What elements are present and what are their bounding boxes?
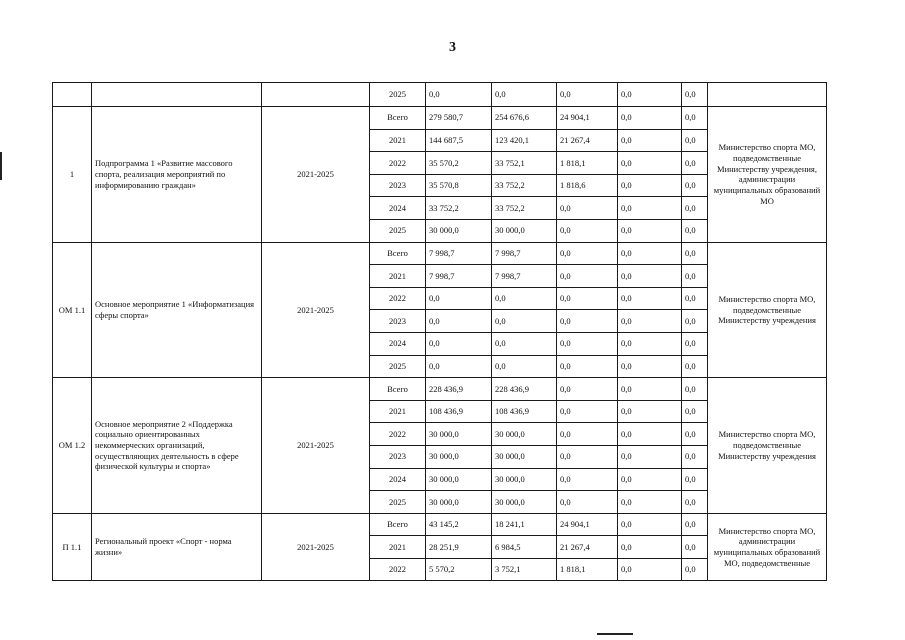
value-cell: 30 000,0: [426, 423, 492, 446]
period-cell: [262, 83, 370, 107]
table-row: [53, 107, 827, 130]
value-cell: 0,0: [618, 152, 682, 175]
value-cell: 0,0: [682, 355, 708, 378]
value-cell: 0,0: [682, 491, 708, 514]
name-cell: [92, 83, 262, 107]
year-cell: 2024: [370, 197, 426, 220]
value-cell: 33 752,2: [492, 174, 557, 197]
value-cell: 279 580,7: [426, 107, 492, 130]
value-cell: 0,0: [618, 129, 682, 152]
year-cell: 2022: [370, 152, 426, 175]
executor-cell: Министерство спорта МО, подведомственные Министерству учреждения: [708, 242, 827, 378]
value-cell: 35 570,2: [426, 152, 492, 175]
value-cell: 0,0: [618, 174, 682, 197]
page-number: 3: [449, 40, 456, 55]
value-cell: 7 998,7: [426, 242, 492, 265]
value-cell: 21 267,4: [557, 129, 618, 152]
value-cell: 0,0: [557, 310, 618, 333]
year-cell: 2024: [370, 332, 426, 355]
value-cell: 0,0: [557, 242, 618, 265]
row-number-cell: 1: [53, 107, 92, 243]
value-cell: 0,0: [618, 513, 682, 536]
value-cell: 0,0: [557, 83, 618, 107]
value-cell: 144 687,5: [426, 129, 492, 152]
footer-mark: [597, 633, 633, 635]
value-cell: 7 998,7: [492, 242, 557, 265]
period-cell: 2021-2025: [262, 513, 370, 581]
value-cell: 28 251,9: [426, 536, 492, 559]
value-cell: 24 904,1: [557, 513, 618, 536]
value-cell: 0,0: [618, 265, 682, 288]
value-cell: 0,0: [618, 83, 682, 107]
period-cell: 2021-2025: [262, 242, 370, 378]
value-cell: 0,0: [618, 355, 682, 378]
value-cell: 228 436,9: [492, 378, 557, 401]
executor-cell: Министерство спорта МО, подведомственные Министерству учреждения, администрации муниципальных образований МО: [708, 107, 827, 243]
value-cell: 0,0: [682, 310, 708, 333]
value-cell: 0,0: [426, 355, 492, 378]
value-cell: 0,0: [682, 332, 708, 355]
value-cell: 0,0: [618, 242, 682, 265]
value-cell: 0,0: [682, 536, 708, 559]
value-cell: 0,0: [557, 219, 618, 242]
value-cell: 0,0: [557, 332, 618, 355]
value-cell: 0,0: [682, 287, 708, 310]
year-cell: 2025: [370, 355, 426, 378]
value-cell: 35 570,8: [426, 174, 492, 197]
program-name-cell: Подпрограмма 1 «Развитие массового спорта, реализация мероприятий по информированию граждан»: [92, 107, 262, 243]
value-cell: 30 000,0: [492, 423, 557, 446]
year-cell: 2024: [370, 468, 426, 491]
value-cell: 0,0: [618, 558, 682, 581]
year-cell: 2022: [370, 423, 426, 446]
program-name-cell: Основное мероприятие 1 «Информатизация сферы спорта»: [92, 242, 262, 378]
value-cell: 43 145,2: [426, 513, 492, 536]
table-row: [53, 378, 827, 401]
program-name-cell: Региональный проект «Спорт - норма жизни»: [92, 513, 262, 581]
value-cell: 0,0: [618, 378, 682, 401]
value-cell: 0,0: [618, 491, 682, 514]
value-cell: 0,0: [682, 107, 708, 130]
value-cell: 0,0: [426, 332, 492, 355]
value-cell: 30 000,0: [492, 219, 557, 242]
value-cell: 0,0: [682, 423, 708, 446]
value-cell: 0,0: [618, 107, 682, 130]
year-cell: 2021: [370, 129, 426, 152]
year-cell: 2023: [370, 445, 426, 468]
value-cell: 0,0: [682, 558, 708, 581]
value-cell: 0,0: [557, 491, 618, 514]
table-row: [53, 242, 827, 265]
value-cell: 30 000,0: [492, 445, 557, 468]
value-cell: 0,0: [682, 378, 708, 401]
value-cell: 0,0: [426, 83, 492, 107]
value-cell: 0,0: [492, 287, 557, 310]
table-row: [53, 513, 827, 536]
value-cell: 0,0: [682, 445, 708, 468]
year-cell: Всего: [370, 107, 426, 130]
year-cell: 2021: [370, 265, 426, 288]
value-cell: 30 000,0: [426, 468, 492, 491]
value-cell: 0,0: [557, 400, 618, 423]
year-cell: 2025: [370, 83, 426, 107]
year-cell: 2022: [370, 287, 426, 310]
value-cell: 0,0: [682, 219, 708, 242]
value-cell: 0,0: [682, 468, 708, 491]
value-cell: 0,0: [682, 265, 708, 288]
value-cell: 0,0: [682, 513, 708, 536]
value-cell: 0,0: [682, 242, 708, 265]
value-cell: 33 752,2: [492, 197, 557, 220]
value-cell: 0,0: [557, 197, 618, 220]
value-cell: 0,0: [426, 310, 492, 333]
value-cell: 0,0: [492, 332, 557, 355]
period-cell: 2021-2025: [262, 107, 370, 243]
value-cell: 0,0: [557, 355, 618, 378]
year-cell: 2021: [370, 400, 426, 423]
year-cell: 2023: [370, 310, 426, 333]
row-number-cell: ОМ 1.2: [53, 378, 92, 514]
executor-cell: [708, 83, 827, 107]
value-cell: 0,0: [618, 445, 682, 468]
value-cell: 0,0: [618, 536, 682, 559]
value-cell: 30 000,0: [492, 468, 557, 491]
year-cell: Всего: [370, 242, 426, 265]
year-cell: 2022: [370, 558, 426, 581]
value-cell: 33 752,2: [426, 197, 492, 220]
value-cell: 3 752,1: [492, 558, 557, 581]
value-cell: 0,0: [557, 378, 618, 401]
value-cell: 21 267,4: [557, 536, 618, 559]
value-cell: 5 570,2: [426, 558, 492, 581]
row-number-cell: ОМ 1.1: [53, 242, 92, 378]
value-cell: 0,0: [618, 197, 682, 220]
value-cell: 0,0: [557, 445, 618, 468]
value-cell: 0,0: [618, 400, 682, 423]
value-cell: 0,0: [426, 287, 492, 310]
value-cell: 0,0: [618, 219, 682, 242]
value-cell: 33 752,1: [492, 152, 557, 175]
program-name-cell: Основное мероприятие 2 «Поддержка социально ориентированных некоммерческих организаций, осуществляющих деятельность в сфере физической культуры и спорта»: [92, 378, 262, 514]
value-cell: 1 818,6: [557, 174, 618, 197]
value-cell: 0,0: [618, 332, 682, 355]
value-cell: 18 241,1: [492, 513, 557, 536]
value-cell: 0,0: [618, 287, 682, 310]
row-number-cell: П 1.1: [53, 513, 92, 581]
value-cell: 0,0: [557, 468, 618, 491]
value-cell: 0,0: [682, 152, 708, 175]
value-cell: 0,0: [618, 310, 682, 333]
value-cell: 1 818,1: [557, 152, 618, 175]
value-cell: 108 436,9: [492, 400, 557, 423]
value-cell: 0,0: [682, 197, 708, 220]
value-cell: 1 818,1: [557, 558, 618, 581]
value-cell: 6 984,5: [492, 536, 557, 559]
value-cell: 0,0: [492, 83, 557, 107]
year-cell: Всего: [370, 513, 426, 536]
value-cell: 0,0: [557, 287, 618, 310]
value-cell: 24 904,1: [557, 107, 618, 130]
year-cell: Всего: [370, 378, 426, 401]
budget-table: [52, 82, 827, 581]
value-cell: 0,0: [682, 174, 708, 197]
value-cell: 30 000,0: [426, 219, 492, 242]
value-cell: 0,0: [682, 83, 708, 107]
value-cell: 7 998,7: [426, 265, 492, 288]
scan-edge-mark: [0, 152, 2, 180]
value-cell: 0,0: [682, 400, 708, 423]
value-cell: 228 436,9: [426, 378, 492, 401]
executor-cell: Министерство спорта МО, администрации муниципальных образований МО, подведомственные: [708, 513, 827, 581]
executor-cell: Министерство спорта МО, подведомственные Министерству учреждения: [708, 378, 827, 514]
value-cell: 108 436,9: [426, 400, 492, 423]
value-cell: 0,0: [492, 355, 557, 378]
year-cell: 2021: [370, 536, 426, 559]
year-cell: 2025: [370, 219, 426, 242]
value-cell: 7 998,7: [492, 265, 557, 288]
value-cell: 0,0: [557, 265, 618, 288]
table-row: [53, 83, 827, 107]
value-cell: 0,0: [492, 310, 557, 333]
value-cell: 0,0: [682, 129, 708, 152]
value-cell: 30 000,0: [426, 445, 492, 468]
number-cell: [53, 83, 92, 107]
year-cell: 2023: [370, 174, 426, 197]
value-cell: 0,0: [618, 423, 682, 446]
year-cell: 2025: [370, 491, 426, 514]
period-cell: 2021-2025: [262, 378, 370, 514]
value-cell: 254 676,6: [492, 107, 557, 130]
value-cell: 123 420,1: [492, 129, 557, 152]
value-cell: 0,0: [557, 423, 618, 446]
table-body: [53, 83, 827, 581]
value-cell: 0,0: [618, 468, 682, 491]
value-cell: 30 000,0: [492, 491, 557, 514]
value-cell: 30 000,0: [426, 491, 492, 514]
